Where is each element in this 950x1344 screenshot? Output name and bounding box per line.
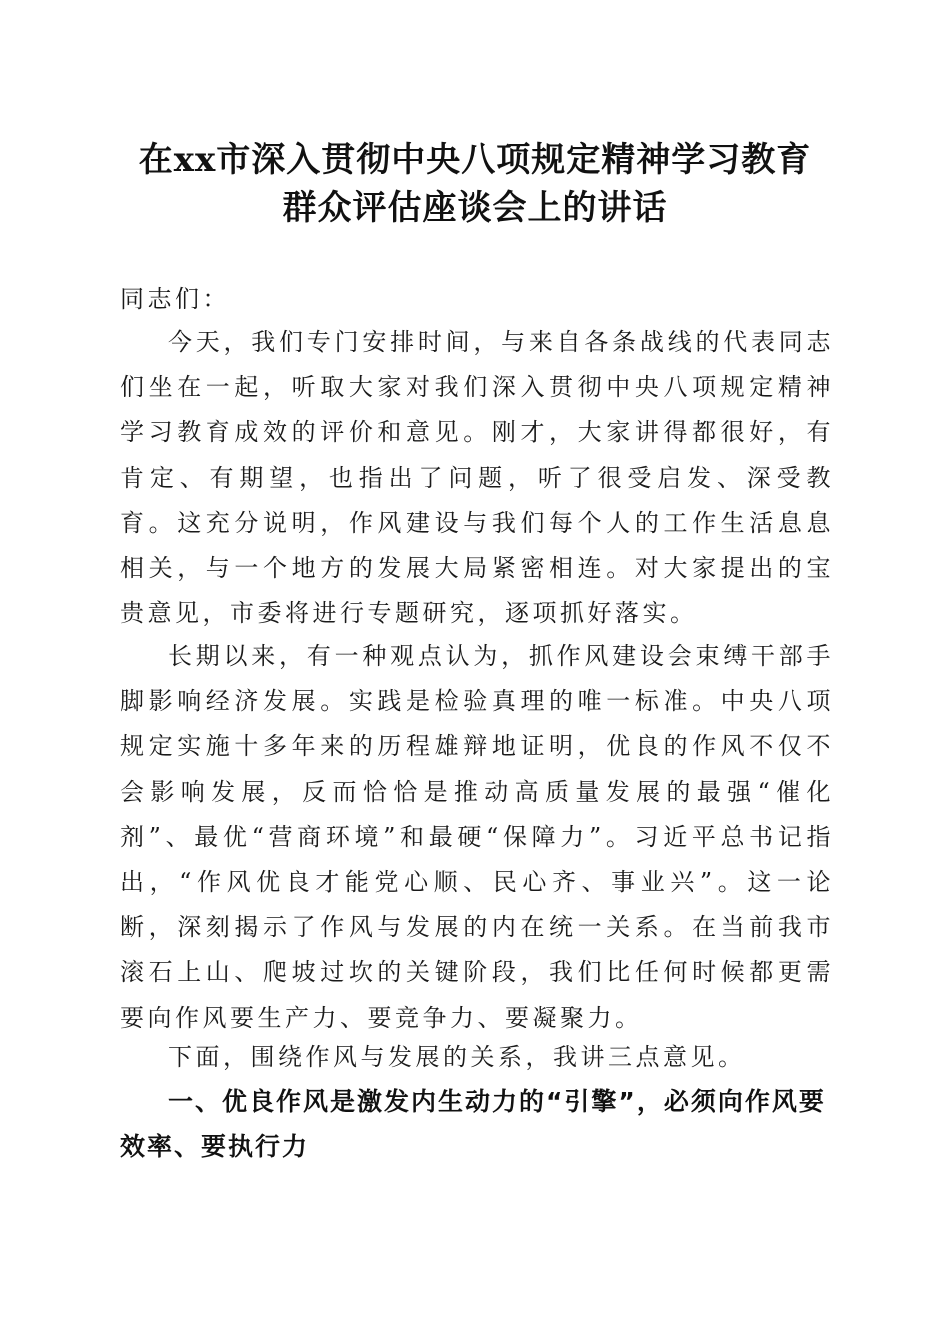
- document-title-line-1: 在xx市深入贯彻中央八项规定精神学习教育: [138, 140, 812, 180]
- paragraph-transition: 下面，围绕作风与发展的关系，我讲三点意见。: [168, 1043, 746, 1071]
- document-title-line-2: 群众评估座谈会上的讲话: [282, 188, 668, 228]
- paragraph-work-style-view: 长期以来，有一种观点认为，抓作风建设会束缚干部手脚影响经济发展。实践是检验真理的唯一标准。中央八项规定实施十多年来的历程雄辩地证明，优良的作风不仅不会影响发展，反而恰恰是推动高质量发展的最强“催化剂”、最优“营商环境”和最硬“保障力”。习近平总书记指出，“作风优良才能党心顺、民心齐、事业兴”。这一论断，深刻揭示了作风与发展的内在统一关系。在当前我市滚石上山、爬坡过坎的关键阶段，我们比任何时候都更需要向作风要生产力、要竞争力、要凝聚力。: [120, 642, 834, 1032]
- section-heading-1: 一、优良作风是激发内生动力的“引擎”，必须向作风要效率、要执行力: [120, 1087, 826, 1161]
- paragraph-opening: 今天，我们专门安排时间，与来自各条战线的代表同志们坐在一起，听取大家对我们深入贯彻中央八项规定精神学习教育成效的评价和意见。刚才，大家讲得都很好，有肯定、有期望，也指出了问题，听了很受启发、深受教育。这充分说明，作风建设与我们每个人的工作生活息息相关，与一个地方的发展大局紧密相连。对大家提出的宝贵意见，市委将进行专题研究，逐项抓好落实。: [120, 328, 834, 628]
- salutation: 同志们：: [120, 285, 230, 313]
